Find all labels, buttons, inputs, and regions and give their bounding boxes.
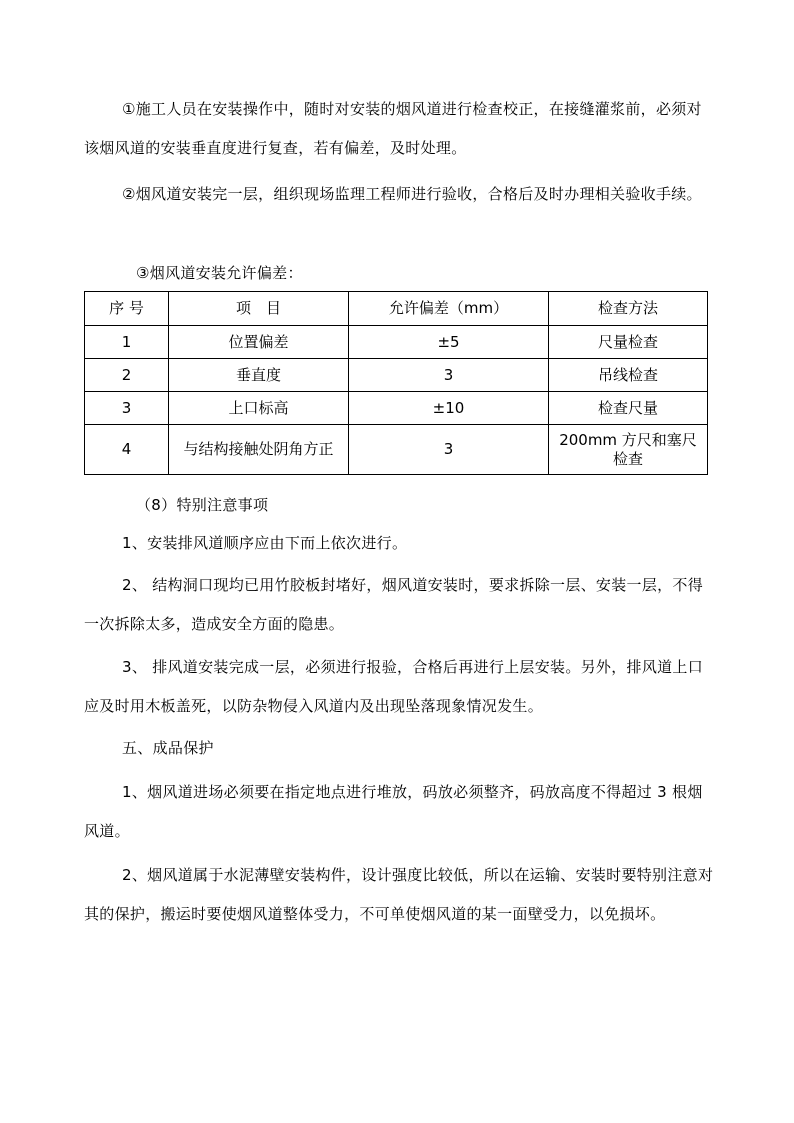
cell-item: 垂直度 <box>169 359 349 392</box>
header-item: 项 目 <box>169 292 349 326</box>
cell-method: 尺量检查 <box>549 326 708 359</box>
protection-item-1: 1、烟风道进场必须要在指定地点进行堆放，码放必须整齐，码放高度不得超过 3 根烟风道。 <box>84 783 703 840</box>
cell-method: 检查尺量 <box>549 392 708 425</box>
cell-item: 位置偏差 <box>169 326 349 359</box>
table-caption: ③烟风道安装允许偏差： <box>136 264 303 282</box>
table-header-row <box>85 292 708 326</box>
section-heading-special: （8）特别注意事项 <box>136 496 269 514</box>
cell-item: 与结构接触处阴角方正 <box>169 425 349 475</box>
special-item-3: 3、 排风道安装完成一层，必须进行报验，合格后再进行上层安装。另外，排风道上口应及时用木板盖死，以防杂物侵入风道内及出现坠落现象情况发生。 <box>84 658 704 715</box>
special-item-1: 1、安装排风道顺序应由下而上依次进行。 <box>122 534 408 552</box>
cell-tolerance: 3 <box>349 425 549 475</box>
section-heading-protection: 五、成品保护 <box>122 739 214 757</box>
paragraph-acceptance: ②烟风道安装完一层，组织现场监理工程师进行验收，合格后及时办理相关验收手续。 <box>122 185 702 203</box>
cell-index: 3 <box>85 392 169 425</box>
cell-index: 1 <box>85 326 169 359</box>
special-item-2: 2、 结构洞口现均已用竹胶板封堵好，烟风道安装时，要求拆除一层、安装一层，不得一次拆除太多，造成安全方面的隐患。 <box>84 576 704 633</box>
deviation-table <box>84 291 708 475</box>
cell-item: 上口标高 <box>169 392 349 425</box>
cell-tolerance: ±5 <box>349 326 549 359</box>
cell-index: 2 <box>85 359 169 392</box>
protection-item-2: 2、烟风道属于水泥薄壁安装构件，设计强度比较低，所以在运输、安装时要特别注意对其的保护，搬运时要使烟风道整体受力，不可单使烟风道的某一面壁受力，以免损坏。 <box>84 866 714 923</box>
cell-tolerance: ±10 <box>349 392 549 425</box>
cell-method: 200mm 方尺和塞尺检查 <box>549 425 708 475</box>
cell-method: 吊线检查 <box>549 359 708 392</box>
header-tolerance: 允许偏差（mm） <box>349 292 549 326</box>
table-row <box>85 392 708 425</box>
table-row <box>85 326 708 359</box>
header-method: 检查方法 <box>549 292 708 326</box>
header-index: 序 号 <box>85 292 169 326</box>
cell-tolerance: 3 <box>349 359 549 392</box>
cell-index: 4 <box>85 425 169 475</box>
table-row <box>85 359 708 392</box>
paragraph-install-check: ①施工人员在安装操作中，随时对安装的烟风道进行检查校正，在接缝灌浆前，必须对该烟风道的安装垂直度进行复查，若有偏差，及时处理。 <box>84 100 702 157</box>
table-row <box>85 425 708 475</box>
